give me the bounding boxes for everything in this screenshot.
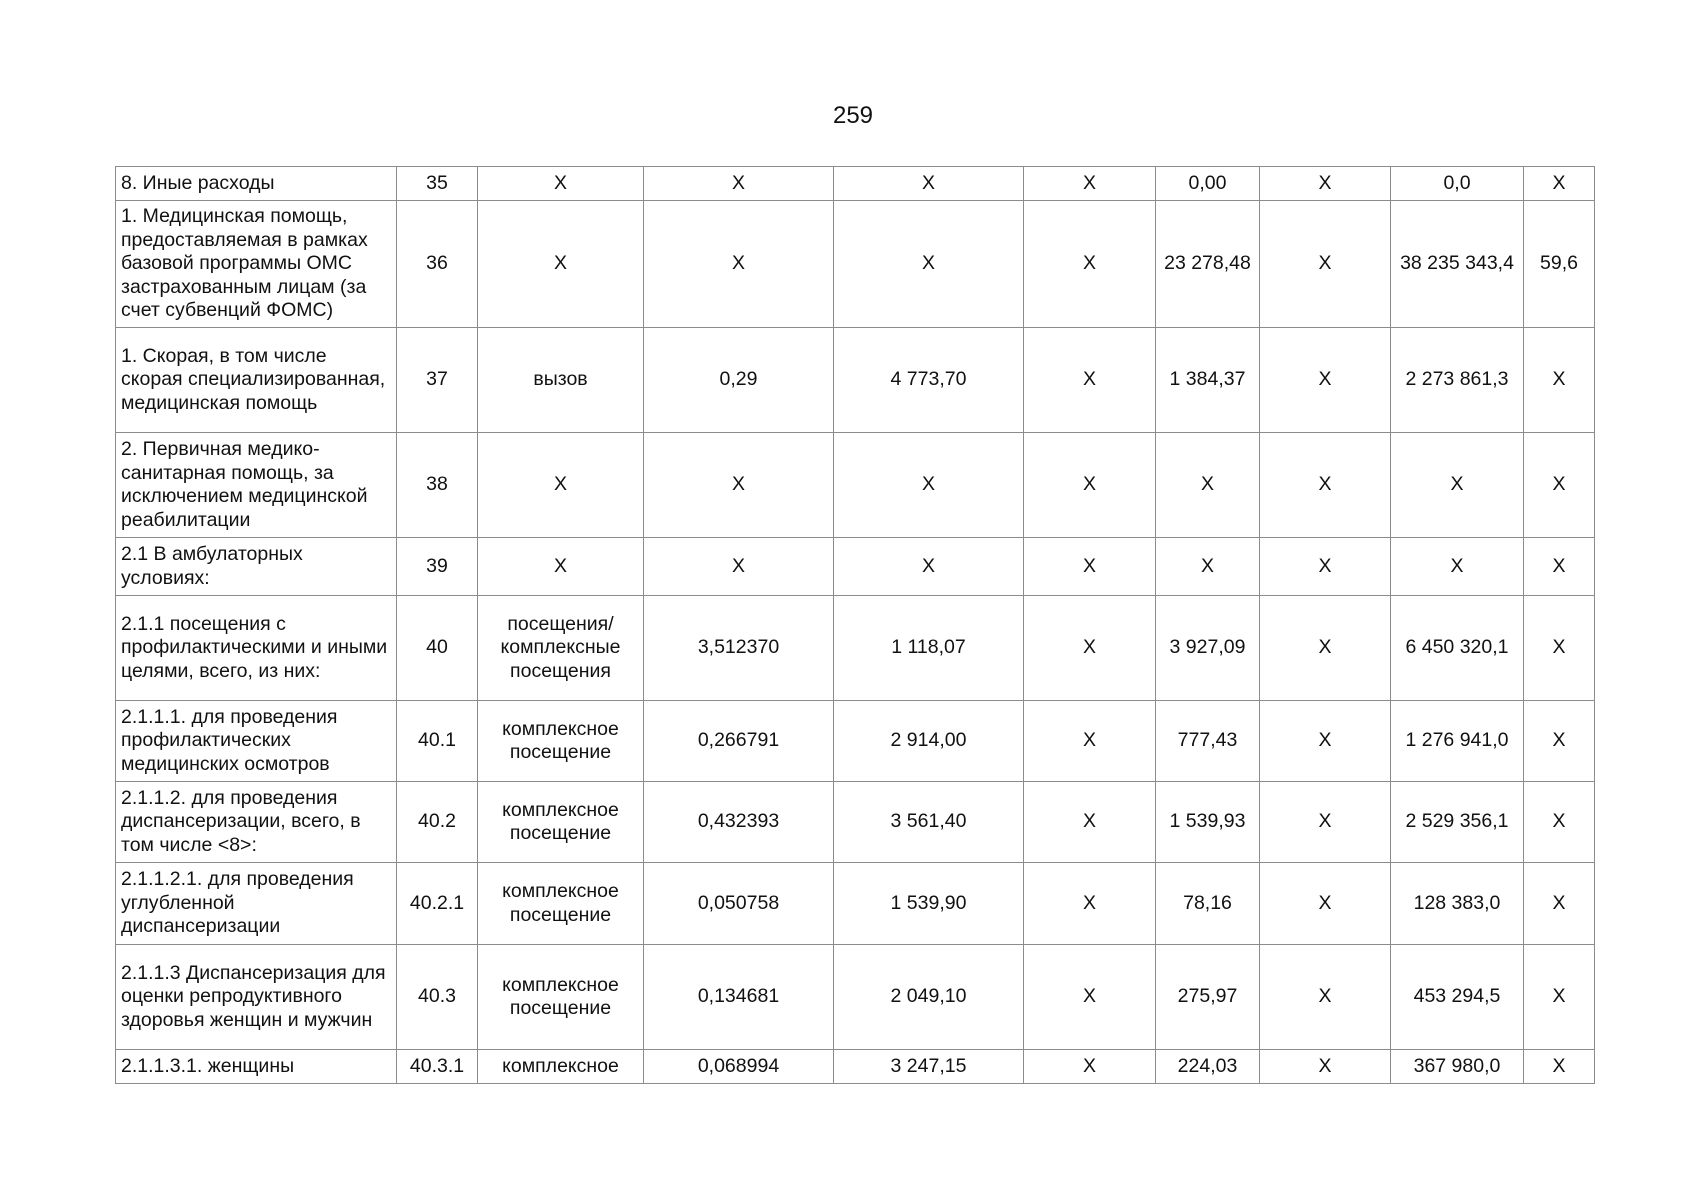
cell-row-code: 40.2.1 (397, 863, 478, 945)
cell-cost-norm: 4 773,70 (834, 328, 1024, 433)
cell-cost-norm: X (834, 201, 1024, 328)
cell-percent: X (1524, 328, 1595, 433)
cell-oms-total: 367 980,0 (1391, 1050, 1524, 1084)
cell-oms-per-capita: X (1156, 433, 1260, 538)
cell-budget-total: X (1260, 201, 1391, 328)
cell-oms-total: X (1391, 433, 1524, 538)
cell-row-code: 40 (397, 596, 478, 701)
cell-cost-norm: X (834, 433, 1024, 538)
cell-row-code: 39 (397, 538, 478, 596)
cell-volume-norm: 0,068994 (644, 1050, 834, 1084)
cell-budget-total: X (1260, 538, 1391, 596)
cell-volume-norm: 0,432393 (644, 782, 834, 863)
cell-unit: вызов (478, 328, 644, 433)
page-number: 259 (832, 102, 874, 129)
cell-unit: комплексное посещение (478, 945, 644, 1050)
cell-cost-norm: 1 539,90 (834, 863, 1024, 945)
cell-budget-total: X (1260, 433, 1391, 538)
cell-unit: X (478, 433, 644, 538)
cell-volume-norm: X (644, 538, 834, 596)
cell-row-code: 36 (397, 201, 478, 328)
table-row (116, 596, 1595, 701)
cell-cost-norm: 3 247,15 (834, 1050, 1024, 1084)
cell-unit: посещения/ комплексные посещения (478, 596, 644, 701)
cell-name: 2.1 В амбулаторных условиях: (116, 538, 397, 596)
cell-oms-per-capita: 777,43 (1156, 701, 1260, 782)
cell-percent: X (1524, 433, 1595, 538)
table-body (116, 167, 1595, 1084)
cell-volume-norm: X (644, 201, 834, 328)
cell-volume-norm: 0,134681 (644, 945, 834, 1050)
cell-percent: X (1524, 1050, 1595, 1084)
table-row (116, 1050, 1595, 1084)
table-row (116, 945, 1595, 1050)
cell-oms-total: 0,0 (1391, 167, 1524, 201)
cell-oms-per-capita: 3 927,09 (1156, 596, 1260, 701)
cell-budget-per-capita: X (1024, 863, 1156, 945)
cell-budget-per-capita: X (1024, 328, 1156, 433)
cell-volume-norm: X (644, 167, 834, 201)
cell-budget-total: X (1260, 328, 1391, 433)
table-row (116, 701, 1595, 782)
cell-unit: комплексное (478, 1050, 644, 1084)
cell-oms-per-capita: 1 384,37 (1156, 328, 1260, 433)
cell-row-code: 40.2 (397, 782, 478, 863)
cell-oms-total: 6 450 320,1 (1391, 596, 1524, 701)
cell-budget-per-capita: X (1024, 782, 1156, 863)
cell-budget-total: X (1260, 863, 1391, 945)
cell-budget-per-capita: X (1024, 201, 1156, 328)
cell-percent: X (1524, 863, 1595, 945)
cell-oms-total: 453 294,5 (1391, 945, 1524, 1050)
cell-name: 1. Медицинская помощь, предоставляемая в рамках базовой программы ОМС застрахованным лицам (за счет субвенций ФОМС) (116, 201, 397, 328)
cell-row-code: 37 (397, 328, 478, 433)
cell-budget-per-capita: X (1024, 945, 1156, 1050)
cell-volume-norm: X (644, 433, 834, 538)
cell-oms-total: X (1391, 538, 1524, 596)
table-row (116, 201, 1595, 328)
cell-budget-per-capita: X (1024, 701, 1156, 782)
cell-unit: X (478, 167, 644, 201)
cell-volume-norm: 0,29 (644, 328, 834, 433)
cell-volume-norm: 3,512370 (644, 596, 834, 701)
cell-name: 2.1.1 посещения с профилактическими и иными целями, всего, из них: (116, 596, 397, 701)
cell-percent: X (1524, 945, 1595, 1050)
cell-unit: комплексное посещение (478, 863, 644, 945)
cell-budget-total: X (1260, 596, 1391, 701)
cell-oms-per-capita: 78,16 (1156, 863, 1260, 945)
cell-cost-norm: 2 049,10 (834, 945, 1024, 1050)
table-row (116, 167, 1595, 201)
cell-name: 2.1.1.2. для проведения диспансеризации, всего, в том числе <8>: (116, 782, 397, 863)
cell-oms-per-capita: 0,00 (1156, 167, 1260, 201)
cell-oms-per-capita: 23 278,48 (1156, 201, 1260, 328)
cell-budget-total: X (1260, 945, 1391, 1050)
table-row (116, 863, 1595, 945)
cell-oms-per-capita: 1 539,93 (1156, 782, 1260, 863)
cell-name: 2.1.1.1. для проведения профилактических медицинских осмотров (116, 701, 397, 782)
cell-oms-per-capita: 275,97 (1156, 945, 1260, 1050)
cell-name: 8. Иные расходы (116, 167, 397, 201)
table-row (116, 538, 1595, 596)
cell-name: 2. Первичная медико-санитарная помощь, за исключением медицинской реабилитации (116, 433, 397, 538)
cell-percent: X (1524, 701, 1595, 782)
cell-percent: X (1524, 167, 1595, 201)
data-table (115, 166, 1595, 1084)
cell-budget-per-capita: X (1024, 1050, 1156, 1084)
table-row (116, 782, 1595, 863)
cell-percent: X (1524, 596, 1595, 701)
cell-percent: 59,6 (1524, 201, 1595, 328)
cell-cost-norm: 1 118,07 (834, 596, 1024, 701)
cell-percent: X (1524, 538, 1595, 596)
cell-row-code: 40.1 (397, 701, 478, 782)
cell-cost-norm: X (834, 538, 1024, 596)
cell-oms-total: 2 529 356,1 (1391, 782, 1524, 863)
cell-budget-per-capita: X (1024, 596, 1156, 701)
cell-unit: комплексное посещение (478, 701, 644, 782)
cell-cost-norm: X (834, 167, 1024, 201)
cell-percent: X (1524, 782, 1595, 863)
cell-budget-total: X (1260, 1050, 1391, 1084)
cell-budget-total: X (1260, 167, 1391, 201)
cell-name: 2.1.1.2.1. для проведения углубленной диспансеризации (116, 863, 397, 945)
cell-oms-total: 128 383,0 (1391, 863, 1524, 945)
cell-row-code: 40.3 (397, 945, 478, 1050)
cell-row-code: 38 (397, 433, 478, 538)
cell-volume-norm: 0,266791 (644, 701, 834, 782)
cell-budget-total: X (1260, 701, 1391, 782)
cell-oms-per-capita: X (1156, 538, 1260, 596)
cell-budget-per-capita: X (1024, 538, 1156, 596)
cell-name: 2.1.1.3 Диспансеризация для оценки репродуктивного здоровья женщин и мужчин (116, 945, 397, 1050)
cell-row-code: 35 (397, 167, 478, 201)
cell-budget-per-capita: X (1024, 167, 1156, 201)
cell-name: 2.1.1.3.1. женщины (116, 1050, 397, 1084)
table-row (116, 433, 1595, 538)
cell-name: 1. Скорая, в том числе скорая специализированная, медицинская помощь (116, 328, 397, 433)
cell-oms-total: 1 276 941,0 (1391, 701, 1524, 782)
cell-budget-total: X (1260, 782, 1391, 863)
cell-oms-total: 38 235 343,4 (1391, 201, 1524, 328)
cell-budget-per-capita: X (1024, 433, 1156, 538)
cell-cost-norm: 3 561,40 (834, 782, 1024, 863)
cell-oms-total: 2 273 861,3 (1391, 328, 1524, 433)
cell-oms-per-capita: 224,03 (1156, 1050, 1260, 1084)
table-row (116, 328, 1595, 433)
cell-volume-norm: 0,050758 (644, 863, 834, 945)
cell-unit: комплексное посещение (478, 782, 644, 863)
cell-row-code: 40.3.1 (397, 1050, 478, 1084)
cell-unit: X (478, 538, 644, 596)
cell-unit: X (478, 201, 644, 328)
cell-cost-norm: 2 914,00 (834, 701, 1024, 782)
